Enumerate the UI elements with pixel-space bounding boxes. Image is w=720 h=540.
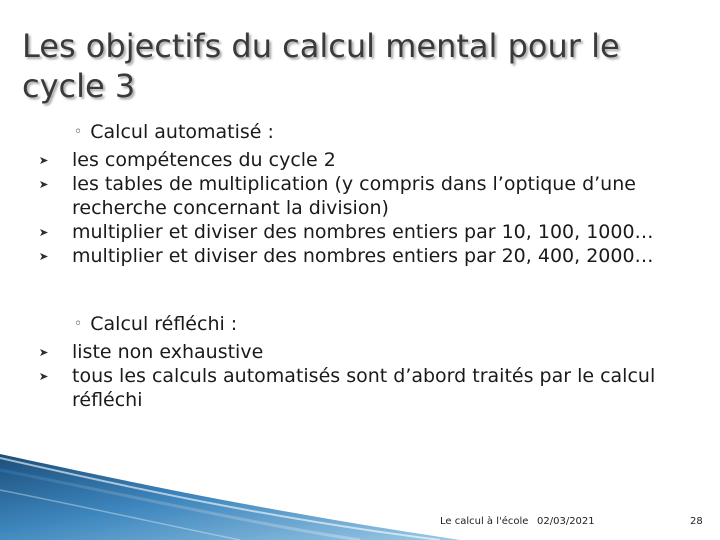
arrow-bullet-icon <box>40 229 48 236</box>
section-heading-text: Calcul automatisé : <box>90 121 274 143</box>
list-item <box>40 148 680 172</box>
slide-title: Les objectifs du calcul mental pour le cycle 3 <box>22 27 620 105</box>
list-item <box>40 244 680 268</box>
list-item <box>40 172 680 220</box>
arrow-bullet-icon <box>40 373 48 380</box>
list-item-text: tous les calculs automatisés sont d’abord traités par le calcul réfléchi <box>72 365 656 411</box>
decorative-wave <box>0 440 460 540</box>
list-item-text: multiplier et diviser des nombres entiers par 10, 100, 1000… <box>72 221 654 243</box>
arrow-bullet-icon <box>40 181 48 188</box>
list-item-text: liste non exhaustive <box>72 341 264 363</box>
list-item-text: multiplier et diviser des nombres entiers par 20, 400, 2000… <box>72 245 654 267</box>
list-item <box>40 220 680 244</box>
footer-label: Le calcul à l'école <box>440 516 529 527</box>
section-heading-reflechi <box>74 312 237 338</box>
list-item-text: les compétences du cycle 2 <box>72 149 336 171</box>
ring-bullet-icon: ◦ <box>74 124 83 140</box>
page-number: 28 <box>690 516 703 527</box>
arrow-bullet-icon <box>40 349 48 356</box>
list-item-text: les tables de multiplication (y compris dans l’optique d’une recherche concernant la division) <box>72 173 636 219</box>
bullet-list-reflechi <box>40 340 680 412</box>
list-item <box>40 340 680 364</box>
list-item <box>40 364 680 412</box>
arrow-bullet-icon <box>40 253 48 260</box>
section-heading-automatise <box>74 120 274 146</box>
ring-bullet-icon: ◦ <box>74 316 83 332</box>
arrow-bullet-icon <box>40 157 48 164</box>
bullet-list-automatise <box>40 148 680 268</box>
section-heading-text: Calcul réfléchi : <box>90 313 238 335</box>
footer-date: 02/03/2021 <box>537 516 595 527</box>
